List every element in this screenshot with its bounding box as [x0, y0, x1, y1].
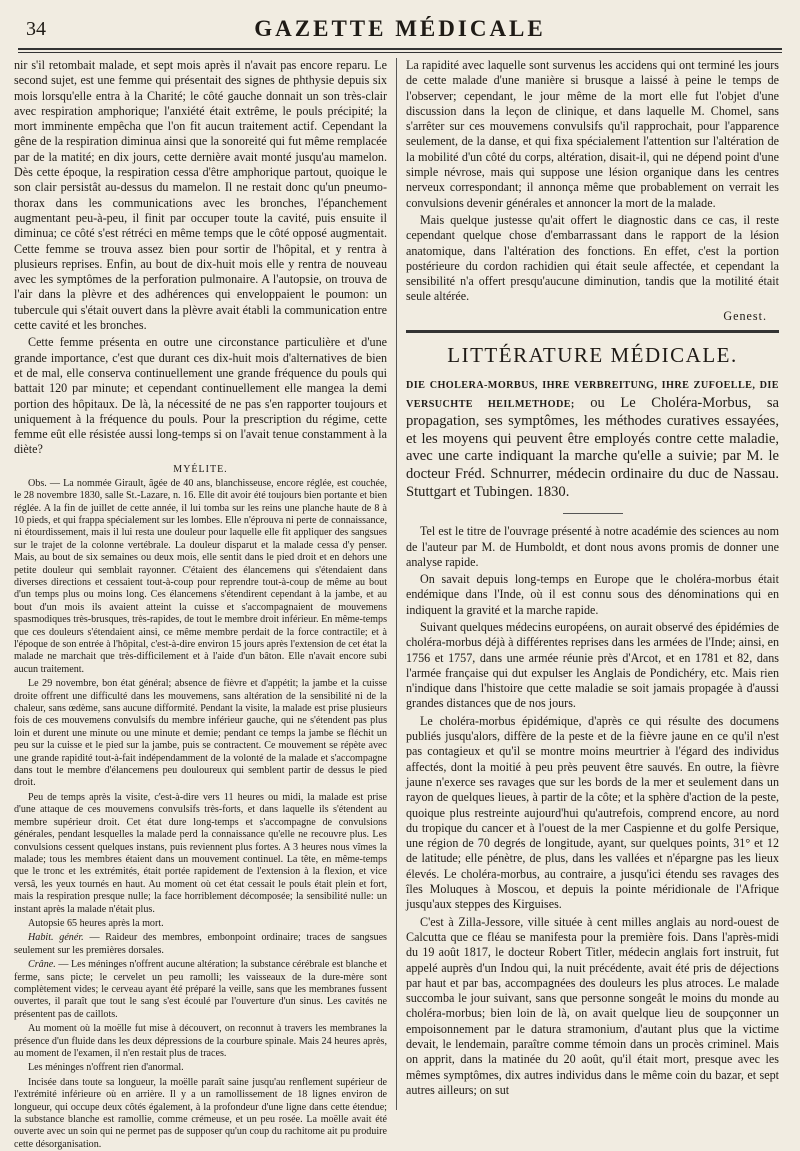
journal-title: GAZETTE MÉDICALE — [254, 16, 546, 41]
column-divider — [396, 58, 397, 1110]
section-title: LITTÉRATURE MÉDICALE. — [447, 343, 738, 368]
paragraph: Crâne. — Les méninges n'offrent aucune altération; la substance cérébrale est blanche et ferme, sans picte; le cervelet un peu ramolli; les vaisseaux de la dure-mère sont complètement vides; le cerveau ayant été préparé la veille, sans que les membranes fussent ouvertes, il paraît que tout le sang s'est écoulé par l'ouverture d'un sinus. Les cavités ne présentent pas de caillots. — [14, 959, 387, 1020]
paragraph: Tel est le titre de l'ouvrage présenté à notre académie des sciences au nom de l'auteur par M. de Humboldt, et dont nous avons promis de donner une analyse rapide. — [406, 524, 779, 569]
paragraph: Suivant quelques médecins européens, on aurait observé des épidémies de choléra-morbus déjà à différentes reprises dans les armées de l'Inde; ainsi, en 1756 et 1757, dans une armée réunie près d'Arcot, et en 1781 et 82, dans l'armée française qui dut expulser les Anglais de Pondichéry, etc. Mais rien n'indique dans l'histoire que cette maladie se soit jamais propagée à d'aussi grandes distances que de nos jours. — [406, 619, 779, 711]
header-rule-thin — [18, 52, 782, 53]
paragraph: On savait depuis long-temps en Europe que le choléra-morbus était endémique dans l'Inde, où il est connu sous des dénominations qui en indiquent la gravité et la marche rapide. — [406, 572, 779, 617]
author-signature: Genest. — [723, 308, 767, 323]
paragraph: Au moment où la moëlle fut mise à découvert, on reconnut à travers les membranes la présence d'un fluide dans les deux dépressions de la courbure spinale. Mais 24 heures après, au moment de l'examen, il n'en restait plus de traces. — [14, 1023, 387, 1059]
left-column — [14, 58, 387, 1150]
paragraph: C'est à Zilla-Jessore, ville située à cent milles anglais au nord-ouest de Calcutta que ce fléau se manifesta pour la première fois. Dans l'après-midi du 19 août 1817, le docteur Robert Titler, médecin anglais fort instruit, fut appelé auprès d'un Indou qui, la nuit précédente, avait été pris de déjections par haut et par bas, accompagnées des douleurs les plus atroces. Le malade succomba le jour suivant, sans que personne songeât le moins du monde au choléra-morbus; bien loin de là, on avait quelque lieu de soupçonner un empoisonnement par le datura stramonium, d'autant plus que la victime devait, le lendemain, paraître comme témoin dans un procès criminel. Mais on apprit, dans la matinée du 20 août, qu'il était mort, presque avec les mêmes symptômes, dix autres individus dans le même coin du bazar, et sept autres ailleurs; on sut — [406, 914, 779, 1097]
book-french-title: ou Le Choléra-Morbus, sa propagation, ses symptômes, les méthodes curatives essayées, et les moyens qui peuvent être employés contre cette maladie, avec une carte indiquant la marche qu'elle a suivie; par M. le docteur Fréd. Schnurrer, médecin ordinaire du duc de Nassau. Stuttgart et Tubingen. 1830. — [406, 394, 780, 500]
obs-label: Obs. — [28, 477, 47, 489]
paragraph: nir s'il retombait malade, et sept mois après il n'avait pas encore reparu. Le second sujet, est une femme qui présentait des signes de phthysie depuis six mois lorsqu'elle entra à la Charité; le côté gauche donnait un son très-clair avec respiration amphorique; l'anxiété était extrême, le pouls précipité; la mort imminente empêcha que l'on fit aucun traitement actif. Cependant la gêne de la respiration diminua ainsi que la sonoreité qui fut même remplacée par de la matité; en dix jours, cette dernière avait monté jusqu'au mamelon. Dès cette époque, la respiration cessa d'être amphorique partout, quoique le son clair persistât au-dessus du mamelon. Il ne restait donc qu'un pneumo-thorax dans les communications avec les bronches, l'épanchement augmentant peu-à-peu, il finit par occuper toute la cavité, puis ensuite il diminua; ce côté s'est rétréci en même temps que le côté opposé augmentait. Cette femme se trouva assez bien pour sortir de l'hôpital, et y rentra à plusieurs reprises. Enfin, au bout de dix-huit mois elle y rentra de nouveau avec les symptômes de la perforation pulmonaire. A l'autopsie, on trouva de l'air dans la plèvre et des adhérences qui enveloppaient le poumon: un tubercule qui s'était ouvert dans la plèvre avait établi la communication entre cette cavité et les bronches. — [14, 58, 387, 333]
section-rule — [406, 330, 779, 333]
paragraph: Cette femme présenta en outre une circonstance particulière et d'une grande importance, c'est que durant ces dix-huit mois d'alternatives de bien et de mal, elle conserva continuellement une grande fréquence du pouls qui battait 120 par minute; et cependant continuellement elle mangea la demi portion des hôpitaux. De là, la nécessité de ne pas s'en rapporter toujours et uniquement à la fréquence du pouls. Pour la prescription du régime, cette femme eût elle résistée aussi long-temps si on l'avait tenue constamment à la diète? — [14, 335, 387, 457]
paragraph: Le 29 novembre, bon état général; absence de fièvre et d'appétit; la jambe et la cuisse droite offrent une difficulté dans les mouvemens, sans altération de la sensibilité ni de la chaleur, sans œdème, sans aucune difformité. Pendant la visite, la malade est prise plusieurs fois de ces mouvemens convulsifs du membre inférieur gauche, qui ne s'étendent pas plus loin et durent une minute ou une minute et demie; pendant ce temps la jambe se fléchit un peu sur la cuisse et le pied sur la jambe, puis se contractent. Ce mouvement se répète avec une grande rapidité tout-à-fait indépendamment de la volonté de la malade et s'accompagne dans tout le membre d'élancemens peu douloureux qui semblent partir de dessus le pied droit. — [14, 678, 387, 789]
page-number: 34 — [26, 18, 46, 40]
paragraph: Incisée dans toute sa longueur, la moëlle paraît saine jusqu'au renflement supérieur de l'extrémité inférieure où en arrière. Il y a un ramollissement de 18 lignes environ de longueur, qui occupe deux côtés également, à la profondeur d'une ligne dans cette étendue; la substance blanche est ramollie, comme crémeuse, et un peu rosée. La moëlle avait été ouverte avec un soin qui ne permet pas de supposer qu'un coup du rachitome ait pu produire cette désorganisation. — [14, 1076, 387, 1150]
short-rule — [563, 513, 623, 514]
book-title-block — [406, 376, 779, 501]
paragraph: Peu de temps après la visite, c'est-à-dire vers 11 heures ou midi, la malade est prise d'une attaque de ces mouvemens convulsifs très-forts, et dans laquelle ils s'étendent au membre supérieur droit. Cet état dure long-temps et s'accompagne de convulsions générales, pendant lesquelles la malade perd la connaissance qu'elle ne recouvre plus. Les convulsions cessent quelques instans, puis reviennent plus fortes. A 3 heures nous vîmes la malade; tous les membres étaient dans un mouvement continuel. La tête, en même-temps que le tronc et les extrémités, était portée rapidement de l'extension à la flexion, et vice versâ, les yeux tournés en haut. Au moment où cet état cessait le pouls était plein et fort, mais la respiration presque nulle; la face horriblement décomposée; la sensibilité nulle: un instant après la malade n'était plus. — [14, 791, 387, 915]
paragraph: Mais quelque justesse qu'ait offert le diagnostic dans ce cas, il reste cependant quelque chose d'embarrassant dans le rapport de la lésion anatomique, dans l'altération des fonctions. En effet, c'est la portion postérieure du cordon rachidien qui était seule affectée, et cependant la sensibilité n'a offert presqu'aucune diminution, tandis que la motilité était seule altérée. — [406, 212, 779, 304]
book-german-title: DIE CHOLERA-MORBUS, IHRE VERBREITUNG, IHRE ZUFOELLE, DIE VERSUCHTE HEILMETHODE; — [406, 380, 779, 410]
right-column — [406, 58, 779, 1113]
paragraph: Habit. génér. — Raideur des membres, embonpoint ordinaire; traces de sangsues seulement sur les premières dorsales. — [14, 932, 387, 956]
observation-paragraph: Obs. — La nommée Girault, âgée de 40 ans, blanchisseuse, encore réglée, est couchée, le 28 novembre 1830, salle St.-Lazare, n. 16. Elle dit avoir été toujours bien portante et bien réglée. A la fin de juillet de cette année, il lui tomba sur les reins une planche haute de 8 à 10 pieds, et qui frappa spécialement sur les lombes. Elle n'éprouva ni perte de connaissance, ni étourdissement, mais il lui resta une douleur pour laquelle elle fit appliquer des sangsues sur le trajet de la colonne vertébrale. La douleur disparut et la malade cessa d'y penser. Mais, au bout de six semaines ou deux mois, elle sentit dans le pied droit et en dehors une petite douleur qui semblait rayonner. C'étaient des élancemens qui s'étendaient dans diverses directions et cessaient tout-à-coup pour reprendre tout-à-coup de même au bout d'un temps plus ou moins long. Ces élancemens s'étendirent cependant à la jambe, et au bout d'un mois ils avaient atteint la cuisse et s'accompagnaient de mouvemens spasmodiques très-brusques, très-rapides, de tout le membre droit inférieur. En même-temps que ces douleurs s'étendaient ainsi, ce même membre perdait de la force contractile; et à l'époque de son entrée à l'hôpital, c'est-à-dire environ 15 jours après l'extension de cet état la malade ne marchait que très-difficilement et à l'aide d'un bâton. Elle n'avait encore subi aucun traitement. — [14, 477, 387, 675]
paragraph: Le choléra-morbus épidémique, d'après ce qui résulte des documens publiés jusqu'alors, diffère de la peste et de la fièvre jaune en ce qu'il n'est pas contagieux et qu'il se montre moins meurtrier à l'égard des individus affectés, dont la moitié à peu près peuvent être sauvés. En outre, la fièvre jaune n'exerce ses ravages que sur les bords de la mer et seulement dans un rayon de quelques lieues, à partir de la côte; et la sphère d'action de la peste, quoique plus restreinte aujourd'hui qu'autrefois, comprend encore, au nord du tropique du cancer et à l'ouest de la mer Caspienne et du golfe Persique, une région de 70 degrés de longitude, ayant, sur quelques points, 31° et 12 de latitude; elle pénètre, de plus, dans les vallées et n'épargne pas les lieux élevés. Le choléra-morbus, au contraire, a jusqu'ici étendu ses ravages des îles Moluques à Moscou, et depuis la pointe méridionale de l'Afrique jusqu'aux steppes des Kirguises. — [406, 713, 779, 912]
paragraph: Les méninges n'offrent rien d'anormal. — [28, 1062, 184, 1074]
paragraph: La rapidité avec laquelle sont survenus les accidens qui ont terminé les jours de cette malade d'une manière si brusque a laissé à peine le temps de l'observer; cependant, le jour même de la mort elle fut l'objet d'une discussion dans la leçon de clinique, et dans laquelle M. Chomel, sans s'arrêter sur ces mouvemens convulsifs qu'il rapprochait, pour l'apparence seulement, de la danse, et qui fixa spécialement l'attention sur l'altération de la mobilité d'un côté du corps, altération, disait-il, qui ne dépend point d'une simple névrose, mais qui suppose une lésion organique dans les centres nerveux correspondant; il annonça même que probablement on verrait les convulsions devenir générales et annoncer la mort de la malade. — [406, 58, 779, 210]
paragraph: Autopsie 65 heures après la mort. — [28, 917, 164, 929]
section-title: MYÉLITE. — [173, 463, 228, 475]
page-header — [18, 10, 782, 44]
header-rule — [18, 48, 782, 50]
